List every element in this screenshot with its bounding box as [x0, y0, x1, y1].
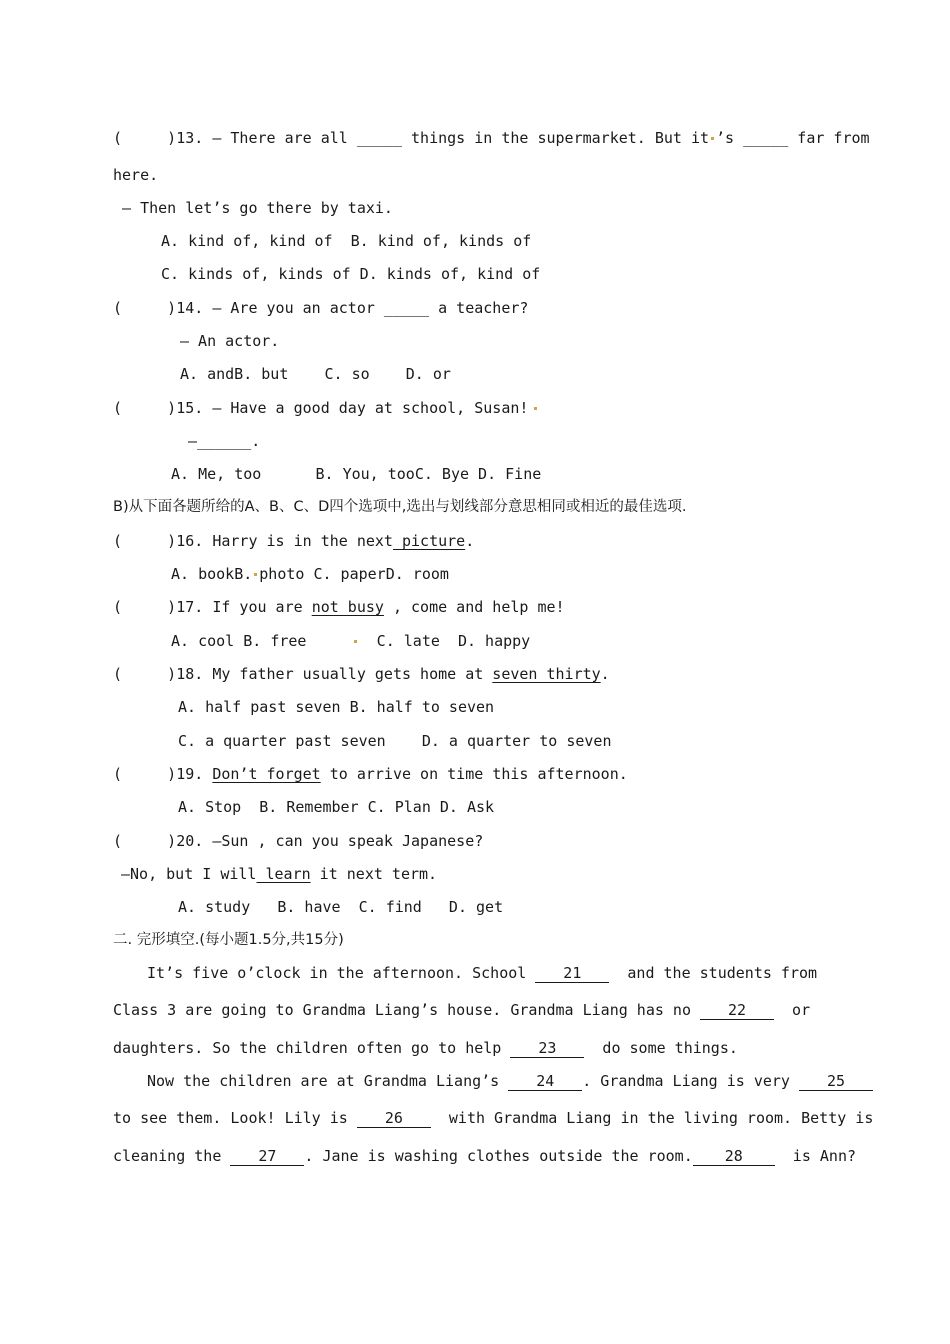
q16-options: A. bookB. photo C. paperD. room: [171, 565, 449, 583]
passage-line-1: It’s five o’clock in the afternoon. School 21 and the students from: [147, 964, 818, 982]
q13-options-1: A. kind of, kind of B. kind of, kinds of: [161, 232, 532, 250]
q14-options: A. andB. but C. so D. or: [180, 365, 451, 383]
q20-stem: ( )20. —Sun , can you speak Japanese?: [113, 832, 484, 850]
q13-reply: — Then let’s go there by taxi.: [113, 199, 393, 217]
passage-line-2: Class 3 are going to Grandma Liang’s house. Grandma Liang has no 22 or: [113, 1001, 811, 1019]
q13-stem: ( )13. — There are all _____ things in the supermarket. But it ’s _____ far from: [113, 129, 870, 147]
q18-stem: ( )18. My father usually gets home at seven thirty.: [113, 665, 610, 683]
q20-options: A. study B. have C. find D. get: [178, 898, 504, 916]
blank-24[interactable]: 24: [508, 1072, 582, 1091]
mark-dot: [711, 137, 714, 140]
q13-stem-cont: here.: [113, 166, 159, 184]
q17-stem: ( )17. If you are not busy , come and help me!: [113, 598, 565, 616]
passage-line-5: to see them. Look! Lily is 26 with Grandma Liang in the living room. Betty is: [113, 1109, 874, 1127]
blank-26[interactable]: 26: [357, 1109, 431, 1128]
q17-underlined: not busy: [311, 598, 384, 616]
passage-line-6: cleaning the 27 . Jane is washing clothes outside the room. 28 is Ann?: [113, 1147, 857, 1165]
q14-reply: — An actor.: [180, 332, 280, 350]
blank-22[interactable]: 22: [700, 1001, 774, 1020]
q15-reply: —______.: [188, 432, 261, 450]
q18-options-1: A. half past seven B. half to seven: [178, 698, 495, 716]
q18-options-2: C. a quarter past seven D. a quarter to seven: [178, 732, 612, 750]
q15-options: A. Me, too B. You, tooC. Bye D. Fine: [171, 465, 542, 483]
q17-options: A. cool B. free C. late D. happy: [171, 632, 531, 650]
q15-stem: ( )15. — Have a good day at school, Susan!: [113, 398, 539, 418]
mark-dot: [254, 573, 257, 576]
blank-23[interactable]: 23: [510, 1039, 584, 1058]
mark-dot: [534, 407, 537, 410]
q16-stem: ( )16. Harry is in the next picture.: [113, 532, 475, 550]
q13-options-2: C. kinds of, kinds of D. kinds of, kind of: [161, 265, 541, 283]
q20-reply: —No, but I will learn it next term.: [121, 865, 438, 883]
blank-27[interactable]: 27: [230, 1147, 304, 1166]
q19-stem: ( )19. Don’t forget to arrive on time this afternoon.: [113, 765, 628, 783]
passage-line-3: daughters. So the children often go to help 23 do some things.: [113, 1039, 738, 1057]
blank-25[interactable]: 25: [799, 1072, 873, 1091]
section-b-instruction: B)从下面各题所给的A、B、C、D四个选项中,选出与划线部分意思相同或相近的最佳选项.: [113, 499, 687, 515]
mark-dot: [354, 640, 357, 643]
q19-options: A. Stop B. Remember C. Plan D. Ask: [178, 798, 495, 816]
q16-underlined: picture: [392, 532, 466, 550]
q18-underlined: seven thirty: [492, 665, 601, 683]
q14-stem: ( )14. — Are you an actor _____ a teacher?: [113, 299, 529, 317]
q20-underlined: learn: [256, 865, 311, 883]
blank-21[interactable]: 21: [535, 964, 609, 983]
q19-underlined: Don’t forget: [212, 765, 321, 783]
blank-28[interactable]: 28: [693, 1147, 775, 1166]
section-2-heading: 二. 完形填空.(每小题1.5分,共15分): [113, 932, 344, 948]
passage-line-4: Now the children are at Grandma Liang’s 24 . Grandma Liang is very 25: [147, 1071, 873, 1091]
